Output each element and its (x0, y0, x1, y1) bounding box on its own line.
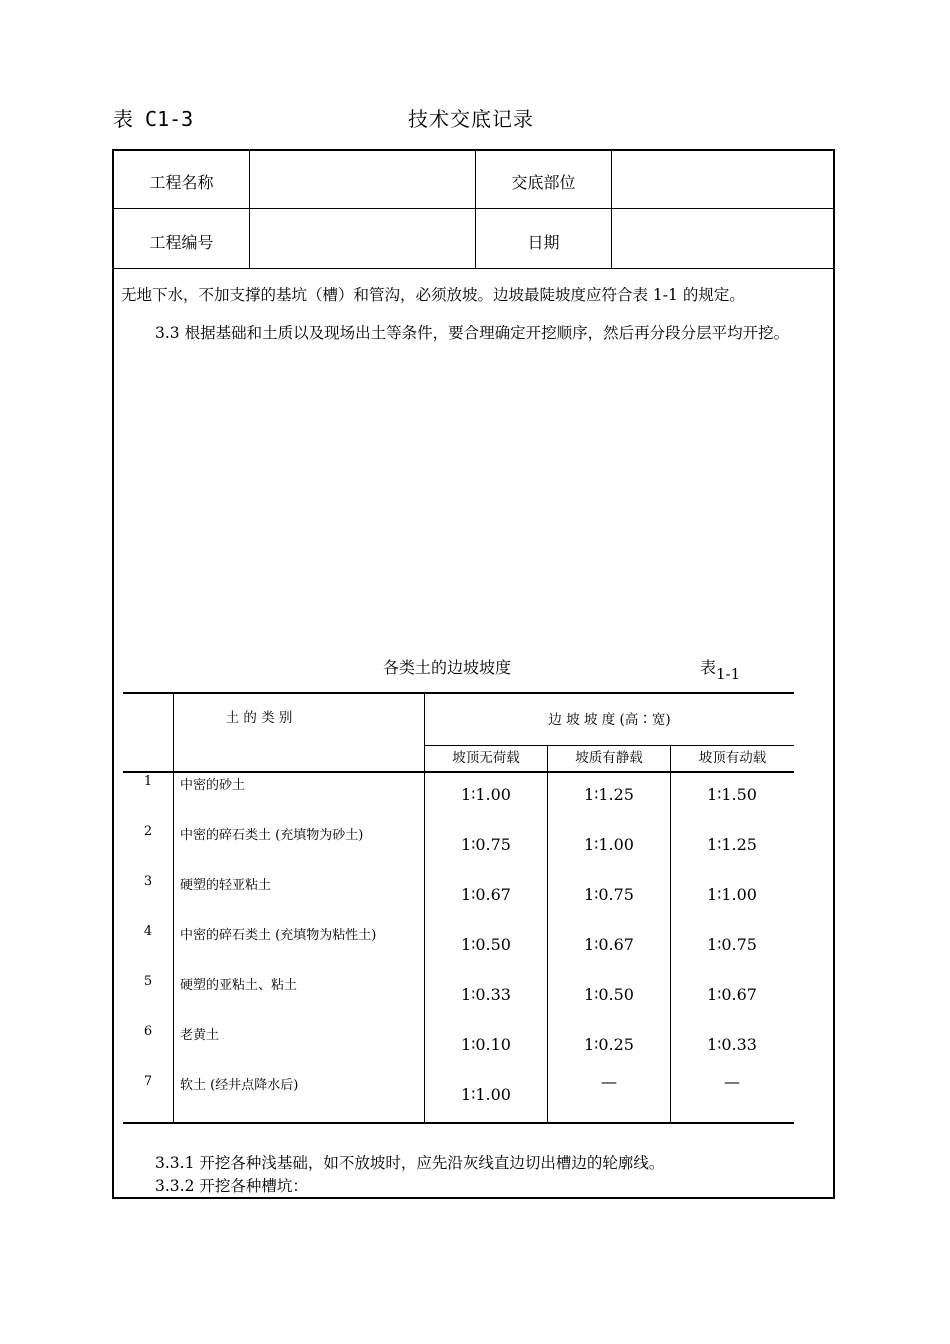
col-slope-header: 边 坡 坡 度 (高∶宽) (548, 712, 671, 728)
col-type-header: 土 的 类 别 (225, 710, 293, 726)
row-number: 6 (143, 1024, 153, 1039)
soil-type: 软土 (经井点降水后) (180, 1078, 299, 1093)
document-title: 技术交底记录 (408, 107, 534, 131)
row-number: 7 (143, 1074, 153, 1089)
slope-dynamic-load: 1∶0.33 (707, 1035, 757, 1054)
row-number: 1 (143, 774, 153, 789)
sub-header-dynamic-load: 坡顶有动载 (698, 750, 767, 766)
slope-header-bottom-border (123, 771, 794, 773)
soil-type: 中密的砂土 (180, 778, 246, 793)
row-number: 2 (143, 824, 153, 839)
sub-header-static-load: 坡质有静载 (575, 750, 643, 766)
soil-type: 中密的碎石类土 (充填物为粘性土) (180, 928, 377, 943)
header-bottom-border (114, 268, 833, 269)
soil-type: 硬塑的轻亚粘土 (180, 878, 272, 893)
row-number: 4 (143, 924, 153, 939)
form-code: 表 C1-3 (113, 107, 194, 131)
slope-table-no-value: 1-1 (716, 665, 741, 683)
location-label: 交底部位 (511, 173, 576, 192)
slope-no-load: 1∶0.50 (461, 935, 511, 954)
slope-col-divider-no (173, 693, 174, 1123)
slope-dynamic-load: 1∶1.25 (707, 835, 757, 854)
slope-dynamic-load: 1∶0.67 (707, 985, 757, 1004)
header-col-divider-3 (611, 151, 612, 269)
sub-header-no-load: 坡顶无荷载 (452, 750, 520, 766)
slope-table-label: 表 (700, 658, 717, 677)
slope-table-number (700, 655, 740, 683)
slope-no-load: 1∶1.00 (461, 1085, 511, 1104)
slope-static-load: 1∶0.25 (584, 1035, 634, 1054)
paragraph-2: 3.3 根据基础和土质以及现场出土等条件，要合理确定开挖顺序，然后再分段分层平均开挖。 (155, 324, 790, 342)
paragraph-3: 3.3.1 开挖各种浅基础，如不放坡时，应先沿灰线直边切出槽边的轮廓线。 (155, 1154, 665, 1172)
project-no-label: 工程编号 (149, 233, 214, 252)
slope-static-load: 1∶0.50 (584, 985, 634, 1004)
row-number: 3 (143, 874, 153, 889)
slope-static-load: 1∶1.25 (584, 785, 634, 804)
slope-table-bottom-border (123, 1122, 794, 1124)
soil-type: 硬塑的亚粘土、粘土 (180, 978, 298, 993)
slope-static-load: 1∶1.00 (584, 835, 634, 854)
slope-no-load: 1∶0.10 (461, 1035, 511, 1054)
slope-static-load: 1∶0.75 (584, 885, 634, 904)
slope-table-top-border (123, 692, 794, 694)
header-col-divider-1 (249, 151, 250, 269)
soil-type: 中密的碎石类土 (充填物为砂土) (180, 828, 364, 843)
slope-no-load: 1∶1.00 (461, 785, 511, 804)
soil-type: 老黄土 (180, 1028, 220, 1043)
slope-no-load: 1∶0.75 (461, 835, 511, 854)
slope-dynamic-load: 1∶1.00 (707, 885, 757, 904)
project-name-label: 工程名称 (149, 173, 214, 192)
slope-dynamic-load: 1∶0.75 (707, 935, 757, 954)
row-number: 5 (143, 974, 153, 989)
slope-table-title: 各类土的边坡坡度 (383, 658, 512, 677)
slope-no-load: 1∶0.33 (461, 985, 511, 1004)
slope-static-load: — (601, 1072, 617, 1091)
paragraph-4: 3.3.2 开挖各种槽坑： (155, 1177, 308, 1195)
slope-dynamic-load: — (724, 1072, 740, 1091)
paragraph-1: 无地下水，不加支撑的基坑（槽）和管沟，必须放坡。边坡最陡坡度应符合表 1-1 的规定。 (121, 286, 745, 304)
date-label: 日期 (527, 233, 560, 252)
slope-static-load: 1∶0.67 (584, 935, 634, 954)
header-row-divider (114, 208, 833, 209)
slope-no-load: 1∶0.67 (461, 885, 511, 904)
slope-dynamic-load: 1∶1.50 (707, 785, 757, 804)
